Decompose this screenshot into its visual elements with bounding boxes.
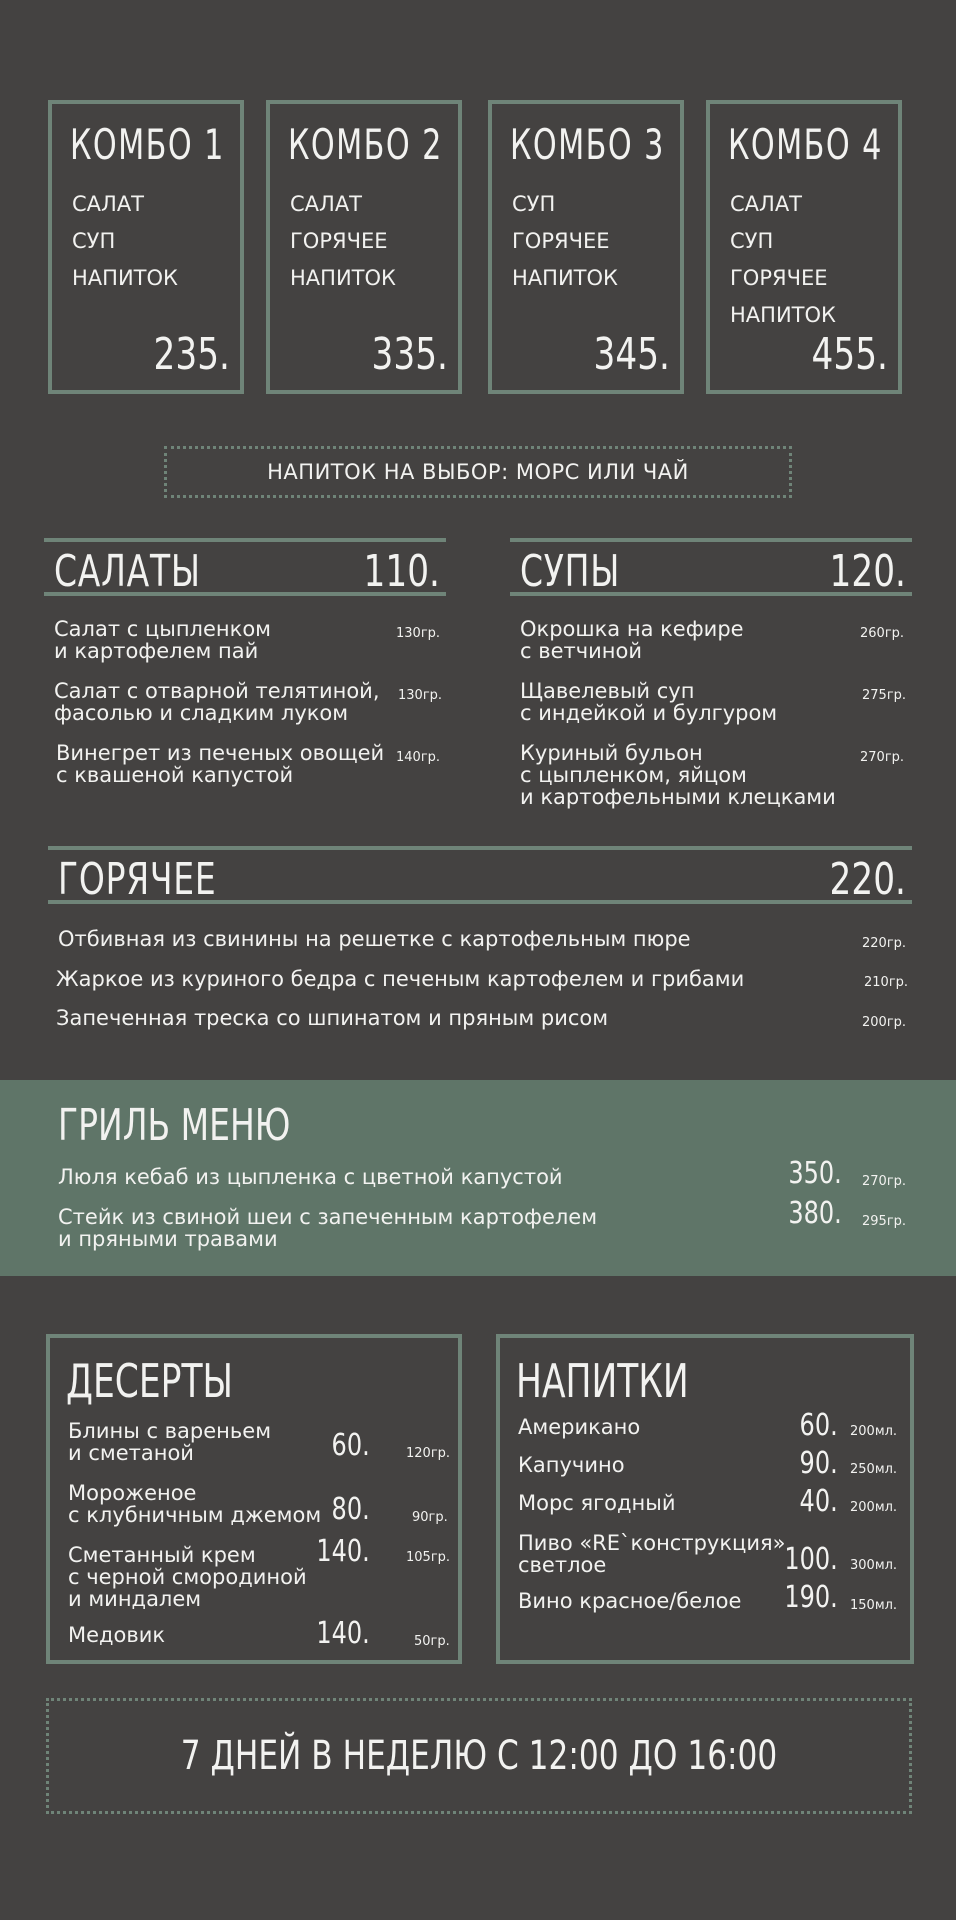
soups-price: 120. [829, 546, 906, 597]
combo-item: СУП [72, 229, 116, 253]
item-name: Окрошка на кефире [520, 617, 744, 641]
item-weight: 270гр. [862, 1174, 907, 1189]
drink-item: Вино красное/белое [518, 1589, 742, 1613]
item-price: 140. [316, 1616, 370, 1651]
item-weight: 140гр. [396, 750, 441, 765]
item-volume: 200мл. [850, 1424, 898, 1439]
item-price: 60. [799, 1408, 838, 1443]
drink-item: Морс ягодный [518, 1491, 676, 1515]
item-name: Щавелевый суп [520, 679, 695, 703]
item-name: и миндалем [68, 1587, 202, 1611]
combo-item: НАПИТОК [730, 303, 836, 327]
grill-title: ГРИЛЬ МЕНЮ [58, 1100, 291, 1151]
salad-item [56, 742, 384, 786]
combo-item: НАПИТОК [290, 266, 396, 290]
item-volume: 250мл. [850, 1462, 898, 1477]
item-name: Блины с вареньем [68, 1419, 272, 1443]
soup-item [520, 618, 744, 662]
item-weight: 220гр. [862, 936, 907, 951]
hot-item: Отбивная из свинины на решетке с картофельным пюре [58, 927, 691, 951]
item-volume: 300мл. [850, 1558, 898, 1573]
dessert-item: Медовик [68, 1623, 166, 1647]
item-name: Салат с отварной телятиной, [54, 679, 380, 703]
combo-price: 455. [811, 329, 888, 380]
item-name: с квашеной капустой [56, 763, 294, 787]
combo-card-2 [266, 100, 462, 394]
item-weight: 120гр. [406, 1446, 451, 1461]
combo-card-4 [706, 100, 902, 394]
hot-item: Запеченная треска со шпинатом и пряным рисом [56, 1006, 609, 1030]
item-weight: 130гр. [398, 688, 443, 703]
item-weight: 210гр. [864, 975, 909, 990]
item-weight: 90гр. [412, 1510, 448, 1525]
combo-item: САЛАТ [730, 192, 803, 216]
item-weight: 270гр. [860, 750, 905, 765]
salads-title: САЛАТЫ [54, 546, 201, 597]
hot-title: ГОРЯЧЕЕ [58, 854, 217, 905]
opening-hours-text: 7 ДНЕЙ В НЕДЕЛЮ С 12:00 ДО 16:00 [180, 1733, 778, 1779]
combo-price: 335. [371, 329, 448, 380]
salads-price: 110. [363, 546, 440, 597]
item-weight: 130гр. [396, 626, 441, 641]
item-weight: 295гр. [862, 1214, 907, 1229]
combo-price: 345. [593, 329, 670, 380]
combo-price: 235. [153, 329, 230, 380]
combo-item: НАПИТОК [512, 266, 618, 290]
item-name: Пиво «RE`конструкция» [518, 1531, 786, 1555]
dessert-item [68, 1544, 307, 1610]
opening-hours-banner [46, 1698, 912, 1814]
combo-title: КОМБО 2 [288, 120, 443, 169]
item-price: 40. [799, 1484, 838, 1519]
item-price: 350. [788, 1156, 842, 1191]
grill-menu-band [0, 1080, 956, 1276]
drinks-box [496, 1334, 914, 1664]
hot-item: Жаркое из куриного бедра с печеным картофелем и грибами [56, 967, 745, 991]
hot-header [48, 846, 912, 904]
combo-title: КОМБО 4 [728, 120, 883, 169]
item-name: с цыпленком, яйцом [520, 763, 747, 787]
combo-card-1 [48, 100, 244, 394]
item-name: и сметаной [68, 1441, 194, 1465]
item-price: 140. [316, 1534, 370, 1569]
combo-item: САЛАТ [72, 192, 145, 216]
salads-header [44, 538, 446, 596]
item-name: Куриный бульон [520, 741, 703, 765]
salad-item [54, 680, 380, 724]
item-weight: 275гр. [862, 688, 907, 703]
drink-item: Американо [518, 1415, 641, 1439]
dessert-item [68, 1420, 271, 1464]
desserts-box [46, 1334, 462, 1664]
soups-title: СУПЫ [520, 546, 621, 597]
item-name: с индейкой и булгуром [520, 701, 778, 725]
item-volume: 150мл. [850, 1598, 898, 1613]
soup-item [520, 742, 836, 808]
item-weight: 50гр. [414, 1634, 450, 1649]
item-name: Стейк из свиной шеи с запеченным картофелем [58, 1205, 598, 1229]
item-weight: 105гр. [406, 1550, 451, 1565]
desserts-title: ДЕСЕРТЫ [66, 1354, 233, 1408]
item-name: и пряными травами [58, 1227, 278, 1251]
item-name: светлое [518, 1553, 607, 1577]
soups-header [510, 538, 912, 596]
combo-item: ГОРЯЧЕЕ [290, 229, 388, 253]
combo-item: НАПИТОК [72, 266, 178, 290]
item-name: Сметанный крем [68, 1543, 256, 1567]
item-price: 60. [331, 1428, 370, 1463]
grill-item [58, 1206, 597, 1250]
grill-item: Люля кебаб из цыпленка с цветной капустой [58, 1165, 563, 1189]
item-weight: 200гр. [862, 1015, 907, 1030]
hot-price: 220. [829, 854, 906, 905]
drink-item: Капучино [518, 1453, 625, 1477]
combo-title: КОМБО 3 [510, 120, 665, 169]
item-name: и картофельными клецками [520, 785, 836, 809]
soup-item [520, 680, 777, 724]
item-name: Салат с цыпленком [54, 617, 272, 641]
combo-item: СУП [730, 229, 774, 253]
combo-item: СУП [512, 192, 556, 216]
item-price: 90. [799, 1446, 838, 1481]
drink-choice-note: НАПИТОК НА ВЫБОР: МОРС ИЛИ ЧАЙ [164, 446, 792, 498]
item-price: 190. [784, 1580, 838, 1615]
item-name: с черной смородиной [68, 1565, 307, 1589]
item-volume: 200мл. [850, 1500, 898, 1515]
item-price: 80. [331, 1492, 370, 1527]
item-name: Винегрет из печеных овощей [56, 741, 385, 765]
dessert-item [68, 1482, 321, 1526]
item-name: Мороженое [68, 1481, 197, 1505]
item-name: и картофелем пай [54, 639, 259, 663]
drink-item [518, 1532, 785, 1576]
combo-item: ГОРЯЧЕЕ [512, 229, 610, 253]
drinks-title: НАПИТКИ [516, 1354, 689, 1408]
item-weight: 260гр. [860, 626, 905, 641]
item-name: фасолью и сладким луком [54, 701, 349, 725]
item-name: с ветчиной [520, 639, 643, 663]
combo-card-3 [488, 100, 684, 394]
salad-item [54, 618, 271, 662]
item-name: с клубничным джемом [68, 1503, 322, 1527]
combo-title: КОМБО 1 [70, 120, 225, 169]
item-price: 100. [784, 1542, 838, 1577]
combo-item: ГОРЯЧЕЕ [730, 266, 828, 290]
item-price: 380. [788, 1196, 842, 1231]
combo-item: САЛАТ [290, 192, 363, 216]
